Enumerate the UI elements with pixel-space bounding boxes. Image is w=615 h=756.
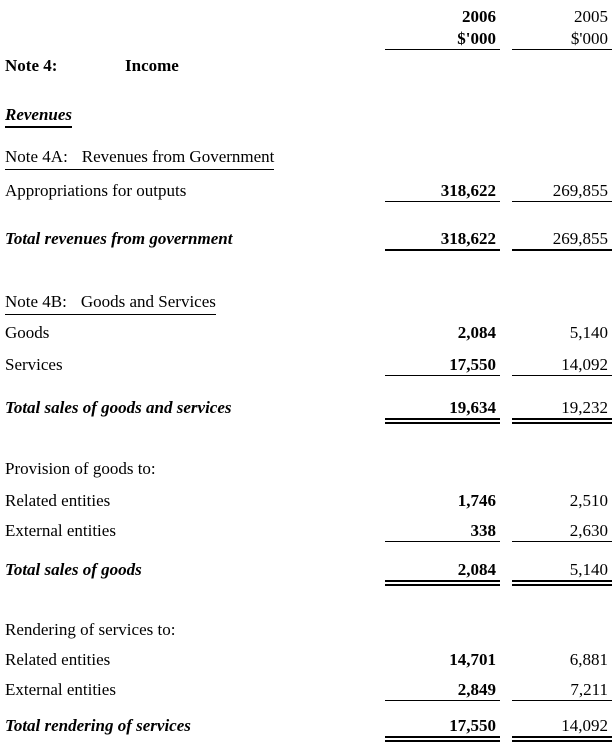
value-total-sales-goods-2006: 2,084	[385, 559, 500, 586]
table-row-total	[5, 559, 612, 586]
value-rendering-external-2006: 2,849	[385, 679, 500, 701]
value-rendering-external-2005: 7,211	[512, 679, 612, 701]
column-header-unit-2005: $'000	[512, 28, 612, 50]
note4a-label: Note 4A:	[5, 147, 68, 166]
value-provision-related-2006: 1,746	[457, 491, 496, 510]
note4-title-row	[5, 55, 612, 76]
revenues-heading: Revenues	[5, 104, 72, 128]
row-label-appropriations: Appropriations for outputs	[5, 181, 187, 200]
row-label-rendering-related: Related entities	[5, 650, 111, 669]
column-year-header-row	[5, 6, 612, 27]
table-row	[5, 490, 612, 511]
column-unit-header-row	[5, 28, 612, 50]
revenues-heading-row	[5, 104, 612, 128]
group-heading-provision: Provision of goods to:	[5, 459, 156, 478]
row-label-total-rendering-services: Total rendering of services	[5, 716, 191, 735]
row-label-provision-related: Related entities	[5, 491, 111, 510]
note4b-title: Goods and Services	[80, 292, 216, 311]
group-heading-rendering: Rendering of services to:	[5, 620, 176, 639]
row-label-total-sales-goods-services: Total sales of goods and services	[5, 398, 232, 417]
value-goods-2006: 2,084	[457, 323, 496, 342]
row-label-rendering-external: External entities	[5, 680, 116, 699]
note4-title	[5, 55, 612, 76]
table-row	[5, 649, 612, 670]
group-heading-row	[5, 458, 612, 479]
value-total-sales-goods-2005: 5,140	[512, 559, 612, 586]
table-row-total	[5, 397, 612, 424]
note4a-heading-row	[5, 146, 612, 170]
value-services-2005: 14,092	[512, 354, 612, 376]
row-label-total-sales-goods: Total sales of goods	[5, 560, 142, 579]
table-row	[5, 679, 612, 701]
value-total-sales-goods-services-2006: 19,634	[385, 397, 500, 424]
group-heading-row	[5, 619, 612, 640]
column-header-year-2005: 2005	[574, 7, 608, 26]
column-header-unit-2006: $'000	[385, 28, 500, 50]
note4b-heading	[5, 291, 216, 315]
table-row	[5, 322, 612, 343]
value-total-rendering-services-2005: 14,092	[512, 715, 612, 742]
table-row	[5, 180, 612, 202]
table-row	[5, 520, 612, 542]
note4a-heading	[5, 146, 274, 170]
value-rendering-related-2006: 14,701	[449, 650, 496, 669]
table-row	[5, 354, 612, 376]
note4b-label: Note 4B:	[5, 292, 67, 311]
value-services-2006: 17,550	[385, 354, 500, 376]
value-total-revenues-government-2006: 318,622	[385, 228, 500, 251]
value-rendering-related-2005: 6,881	[569, 650, 608, 669]
row-label-provision-external: External entities	[5, 521, 116, 540]
value-provision-external-2006: 338	[385, 520, 500, 542]
value-appropriations-2005: 269,855	[512, 180, 612, 202]
note4-label: Note 4:	[5, 56, 58, 75]
value-goods-2005: 5,140	[569, 323, 608, 342]
value-provision-external-2005: 2,630	[512, 520, 612, 542]
note4a-heading-wrap	[5, 146, 612, 170]
note4a-title: Revenues from Government	[81, 147, 275, 166]
value-total-rendering-services-2006: 17,550	[385, 715, 500, 742]
value-provision-related-2005: 2,510	[569, 491, 608, 510]
financial-note-page	[0, 6, 615, 756]
value-appropriations-2006: 318,622	[385, 180, 500, 202]
value-total-revenues-government-2005: 269,855	[512, 228, 612, 251]
row-label-goods: Goods	[5, 323, 50, 342]
note4-title-text: Income	[125, 56, 179, 75]
column-header-year-2006: 2006	[462, 7, 496, 26]
table-row-total	[5, 228, 612, 251]
revenues-heading-wrap	[5, 104, 612, 128]
note4b-heading-wrap	[5, 291, 612, 315]
row-label-total-revenues-government: Total revenues from government	[5, 229, 233, 248]
note4b-heading-row	[5, 291, 612, 315]
row-label-services: Services	[5, 355, 63, 374]
value-total-sales-goods-services-2005: 19,232	[512, 397, 612, 424]
table-row-total	[5, 715, 612, 742]
